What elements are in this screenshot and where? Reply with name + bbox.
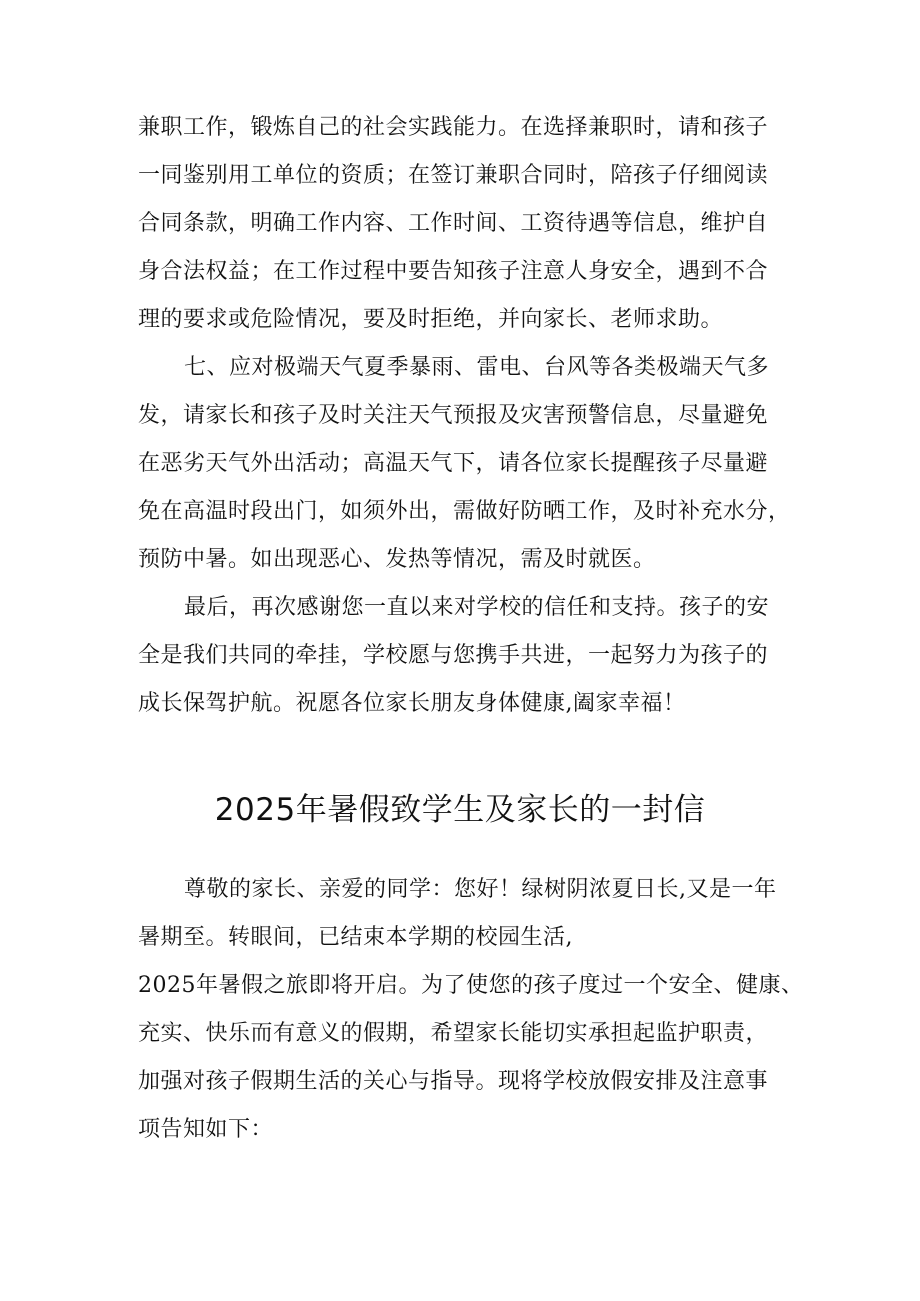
text-line: 身合法权益；在工作过程中要告知孩子注意人身安全，遇到不合 [138,259,769,284]
text-line: 成长保驾护航。祝愿各位家长朋友身体健康,阖家幸福！ [138,691,686,716]
text-line: 项告知如下： [138,1117,274,1142]
text-line: 充实、快乐而有意义的假期，希望家长能切实承担起监护职责， [138,1021,769,1046]
text-line: 发，请家长和孩子及时关注天气预报及灾害预警信息，尽量避免 [138,403,769,428]
letter-title: 2025年暑假致学生及家长的一封信 [214,792,706,828]
text-line: 兼职工作，锻炼自己的社会实践能力。在选择兼职时，请和孩子 [138,115,769,140]
text-line: 全是我们共同的牵挂，学校愿与您携手共进，一起努力为孩子的 [138,643,769,668]
text-line: 预防中暑。如出现恶心、发热等情况，需及时就医。 [138,547,656,572]
text-line-paragraph-start: 最后，再次感谢您一直以来对学校的信任和支持。孩子的安 [184,595,770,620]
previous-section-text [138,104,818,728]
text-line: 在恶劣天气外出活动；高温天气下，请各位家长提醒孩子尽量避 [138,451,769,476]
letter-intro-text [138,866,818,1154]
text-line: 2025年暑假之旅即将开启。为了使您的孩子度过一个安全、健康、 [138,973,804,998]
text-line: 理的要求或危险情况，要及时拒绝，并向家长、老师求助。 [138,307,724,332]
text-line: 一同鉴别用工单位的资质；在签订兼职合同时，陪孩子仔细阅读 [138,163,769,188]
text-line: 合同条款，明确工作内容、工作时间、工资待遇等信息，维护自 [138,211,769,236]
text-line: 暑期至。转眼间，已结束本学期的校园生活, [138,925,573,950]
text-line: 免在高温时段出门，如须外出，需做好防晒工作，及时补充水分， [138,499,791,524]
text-line-paragraph-start: 七、应对极端天气夏季暴雨、雷电、台风等各类极端天气多 [184,355,770,380]
text-line-paragraph-start: 尊敬的家长、亲爱的同学：您好！绿树阴浓夏日长,又是一年 [184,877,777,902]
text-line: 加强对孩子假期生活的关心与指导。现将学校放假安排及注意事 [138,1069,769,1094]
